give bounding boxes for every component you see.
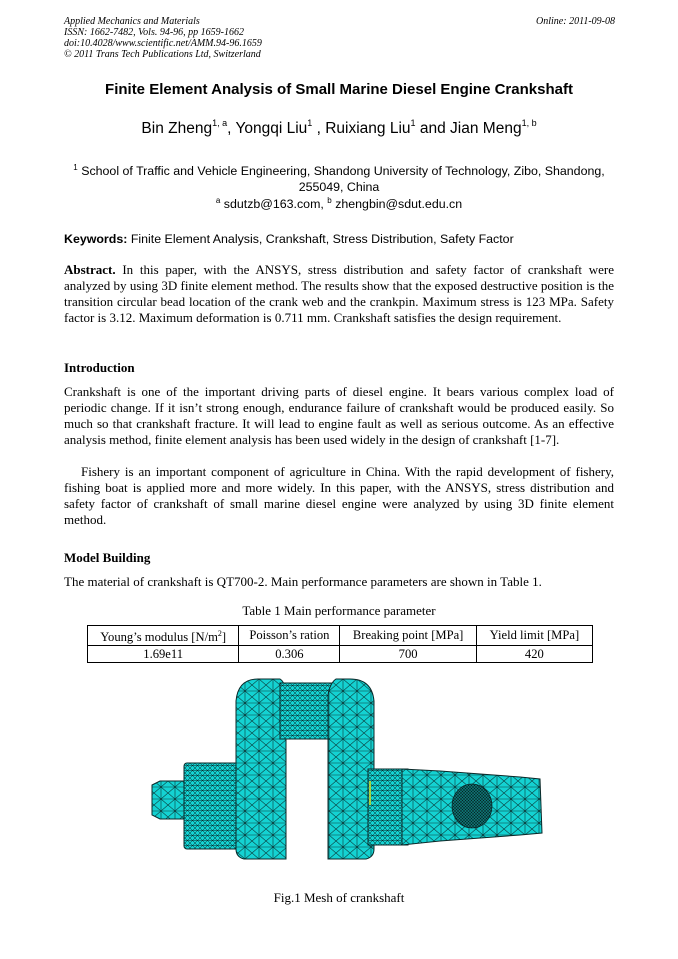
cell-poissons-ratio: 0.306 <box>239 646 340 663</box>
author-separator: , <box>227 120 236 137</box>
affiliation-text: School of Traffic and Vehicle Engineering, Shandong University of Technology, Zibo, Shandong, 255049, China <box>81 164 605 194</box>
table-header-row <box>88 626 593 646</box>
cell-youngs-modulus: 1.69e11 <box>88 646 239 663</box>
crank-web-right-shape <box>328 679 374 859</box>
header-text-end: ] <box>221 630 227 644</box>
keywords-text: Finite Element Analysis, Crankshaft, Stress Distribution, Safety Factor <box>130 232 514 246</box>
author-affil-sup: 1, b <box>521 118 537 128</box>
author-name: Jian Meng <box>450 120 522 137</box>
left-journal-shape <box>152 781 186 819</box>
abstract-text: In this paper, with the ANSYS, stress distribution and safety factor of crankshaft were analyzed by using 3D finite element method. The results show that the exposed destructive position is the transition circular bead location of the crank web and the crankpin. Maximum stress is 123 MPa. Safety factor is 3.12. Maximum deformation is 0.711 mm. Crankshaft satisfies the design requirement. <box>64 262 614 325</box>
keywords-label: Keywords: <box>64 232 128 246</box>
affiliation-sup: 1 <box>73 163 78 172</box>
header-sup: 2 <box>217 629 222 638</box>
email-line <box>0 196 678 211</box>
author-separator: , <box>312 120 326 137</box>
performance-table <box>87 625 593 663</box>
author-affil-sup: 1, a <box>212 118 228 128</box>
model-building-paragraph: The material of crankshaft is QT700-2. Main performance parameters are shown in Table 1. <box>64 574 542 589</box>
running-header <box>64 16 262 60</box>
email-a[interactable]: sdutzb@163.com, <box>223 197 328 211</box>
crank-web-left-shape <box>236 679 286 859</box>
cell-breaking-point: 700 <box>340 646 476 663</box>
online-date: Online: 2011-09-08 <box>536 16 615 27</box>
column-header-yield-limit: Yield limit [MPa] <box>476 626 592 646</box>
abstract-label: Abstract. <box>64 262 116 277</box>
abstract <box>64 262 614 326</box>
email-sup: a <box>215 196 221 205</box>
author-list <box>0 118 678 138</box>
column-header-youngs-modulus <box>88 626 239 646</box>
introduction-paragraph-2: Fishery is an important component of agriculture in China. With the rapid development of fishery, fishing boat is applied more and more widely. In this paper, with the ANSYS, stress distribution and safety factor of crankshaft of small marine diesel engine were analyzed by using 3D finite element method. <box>64 464 614 527</box>
author-separator: and <box>415 120 451 137</box>
email-sup: b <box>327 196 332 205</box>
email-b[interactable]: zhengbin@sdut.edu.cn <box>335 197 463 211</box>
table-row <box>88 646 593 663</box>
crankshaft-mesh-figure <box>140 673 550 873</box>
introduction-heading: Introduction <box>64 360 135 375</box>
cell-yield-limit: 420 <box>476 646 592 663</box>
doi-line: doi:10.4028/www.scientific.net/AMM.94-96.1659 <box>64 38 262 49</box>
introduction-paragraph-1: Crankshaft is one of the important driving parts of diesel engine. It bears various complex load of periodic change. If it isn’t strong enough, endurance failure of crankshaft would be produced easily. So much so that crankshaft fracture. It will lead to engine fault as well as serious outcome. As an effective analysis method, finite element analysis has been used widely in the design of crankshaft [1-7]. <box>64 384 614 447</box>
author-affil-sup: 1 <box>307 118 313 128</box>
main-journal-shape <box>184 763 244 849</box>
model-building-heading: Model Building <box>64 550 151 565</box>
dense-mesh-region <box>452 784 492 828</box>
author-name: Yongqi Liu <box>235 120 308 137</box>
issn-line: ISSN: 1662-7482, Vols. 94-96, pp 1659-1662 <box>64 27 244 38</box>
author-name: Bin Zheng <box>141 120 213 137</box>
column-header-breaking-point: Breaking point [MPa] <box>340 626 476 646</box>
author-affil-sup: 1 <box>410 118 416 128</box>
header-text: Young’s modulus [N/m <box>100 630 218 644</box>
table-caption: Table 1 Main performance parameter <box>242 603 436 618</box>
author-name: Ruixiang Liu <box>325 120 411 137</box>
column-header-poissons-ratio: Poisson’s ration <box>239 626 340 646</box>
affiliation <box>64 160 614 195</box>
copyright-line: © 2011 Trans Tech Publications Ltd, Switzerland <box>64 49 261 60</box>
keywords <box>64 232 514 246</box>
paper-title: Finite Element Analysis of Small Marine Diesel Engine Crankshaft <box>105 81 573 98</box>
journal-name: Applied Mechanics and Materials <box>64 16 200 27</box>
figure-caption: Fig.1 Mesh of crankshaft <box>273 890 405 905</box>
